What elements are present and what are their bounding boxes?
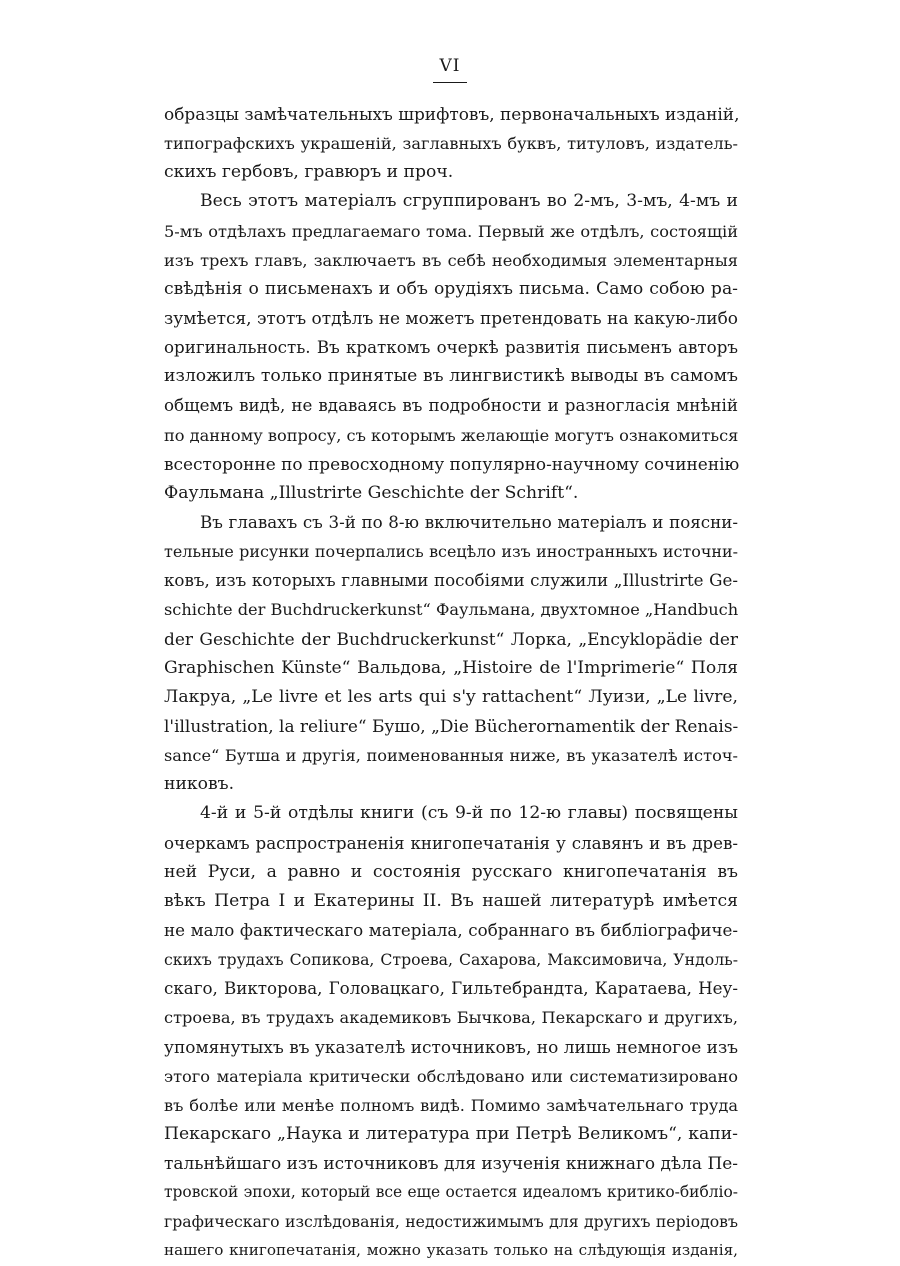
text-line: Пекарскаго „Наука и литература при Петрѣ Великомъ“, капи- [164, 1123, 738, 1144]
text-line: l'illustration, la reliure“ Бушо, „Die Bücherornamentik der Renais- [164, 715, 739, 736]
text-line: скихъ трудахъ Сопикова, Строева, Сахарова, Максимовича, Ундоль- [164, 950, 738, 970]
text-line: ковъ, изъ которыхъ главными пособіями служили „Illustrirte Ge- [164, 570, 738, 591]
text-line: Лакруа, „Le livre et les arts qui s'y rattachent“ Луизи, „Le livre, [164, 686, 738, 707]
text-line: Весь этотъ матеріалъ сгруппированъ во 2-мъ, 3-мъ, 4-мъ и [200, 191, 738, 212]
text-line: тальнѣйшаго изъ источниковъ для изученія книжнаго дѣла Пе- [164, 1153, 738, 1174]
page-number: VI [439, 56, 461, 76]
page-header [0, 56, 900, 83]
text-line: скихъ гербовъ, гравюръ и проч. [164, 162, 454, 183]
text-line: der Geschichte der Buchdruckerkunst“ Лорка, „Encyklopädie der [164, 628, 738, 649]
text-line: никовъ. [164, 774, 235, 795]
header-rule [433, 82, 467, 83]
paragraph [164, 508, 738, 799]
text-line: скаго, Викторова, Головацкаго, Гильтебрандта, Каратаева, Неу- [164, 978, 738, 999]
text-line: этого матеріала критически обслѣдовано или систематизировано [164, 1066, 738, 1086]
text-line: тровской эпохи, который все еще остается идеаломъ критико-библіо- [164, 1183, 738, 1202]
paragraph [164, 799, 738, 1265]
text-line: не мало фактическаго матеріала, собраннаго въ библіографиче- [164, 919, 738, 940]
text-line: изъ трехъ главъ, заключаетъ въ себѣ необходимыя элементарныя [164, 250, 738, 270]
text-line: 5-мъ отдѣлахъ предлагаемаго тома. Первый же отдѣлъ, состоящій [164, 221, 738, 241]
text-line: нашего книгопечатанія, можно указать только на слѣдующія изданія, [164, 1241, 738, 1260]
text-line: изложилъ только принятые въ лингвистикѣ выводы въ самомъ [164, 366, 738, 387]
text-line: оригинальность. Въ краткомъ очеркѣ развитія письменъ авторъ [164, 337, 738, 358]
text-line: зумѣется, этотъ отдѣлъ не можетъ претендовать на какую-либо [164, 307, 738, 328]
text-line: въ болѣе или менѣе полномъ видѣ. Помимо замѣчательнаго труда [164, 1095, 738, 1115]
text-line: вѣкъ Петра I и Екатерины II. Въ нашей литературѣ имѣется [164, 890, 738, 911]
paragraph [164, 100, 738, 187]
text-line: общемъ видѣ, не вдаваясь въ подробности и разногласія мнѣній [164, 395, 738, 416]
text-line: Фаульмана „Illustrirte Geschichte der Schrift“. [164, 482, 579, 503]
text-line: графическаго изслѣдованія, недостижимымъ для другихъ періодовъ [164, 1212, 738, 1232]
text-line: по данному вопросу, съ которымъ желающіе могутъ ознакомиться [164, 425, 739, 445]
paragraph [164, 187, 738, 508]
text-line: упомянутыхъ въ указателѣ источниковъ, но лишь немногое изъ [164, 1036, 738, 1057]
text-line: образцы замѣчательныхъ шрифтовъ, первоначальныхъ изданій, [164, 104, 740, 124]
text-line: schichte der Buchdruckerkunst“ Фаульмана, двухтомное „Handbuch [164, 600, 739, 620]
text-line: типографскихъ украшеній, заглавныхъ буквъ, титуловъ, издатель- [164, 134, 738, 154]
text-line: очеркамъ распространенія книгопечатанія у славянъ и въ древ- [164, 832, 738, 853]
body-text [164, 100, 738, 1266]
text-line: Graphischen Künste“ Вальдова, „Histoire de l'Imprimerie“ Поля [164, 657, 738, 678]
text-line: свѣдѣнія о письменахъ и объ орудіяхъ письма. Само собою ра- [164, 278, 738, 299]
text-line: Въ главахъ съ 3-й по 8-ю включительно матеріалъ и поясни- [200, 511, 738, 532]
text-line: строева, въ трудахъ академиковъ Бычкова, Пекарскаго и другихъ, [164, 1008, 738, 1028]
text-line: тельные рисунки почерпались всецѣло изъ иностранныхъ источни- [164, 542, 738, 562]
text-line: sance“ Бутша и другія, поименованныя ниже, въ указателѣ источ- [164, 746, 738, 766]
text-line: 4-й и 5-й отдѣлы книги (съ 9-й по 12-ю главы) посвящены [200, 803, 738, 824]
text-line: ней Руси, а равно и состоянія русскаго книгопечатанія въ [164, 861, 738, 882]
text-line: всесторонне по превосходному популярно-научному сочиненію [164, 453, 740, 474]
